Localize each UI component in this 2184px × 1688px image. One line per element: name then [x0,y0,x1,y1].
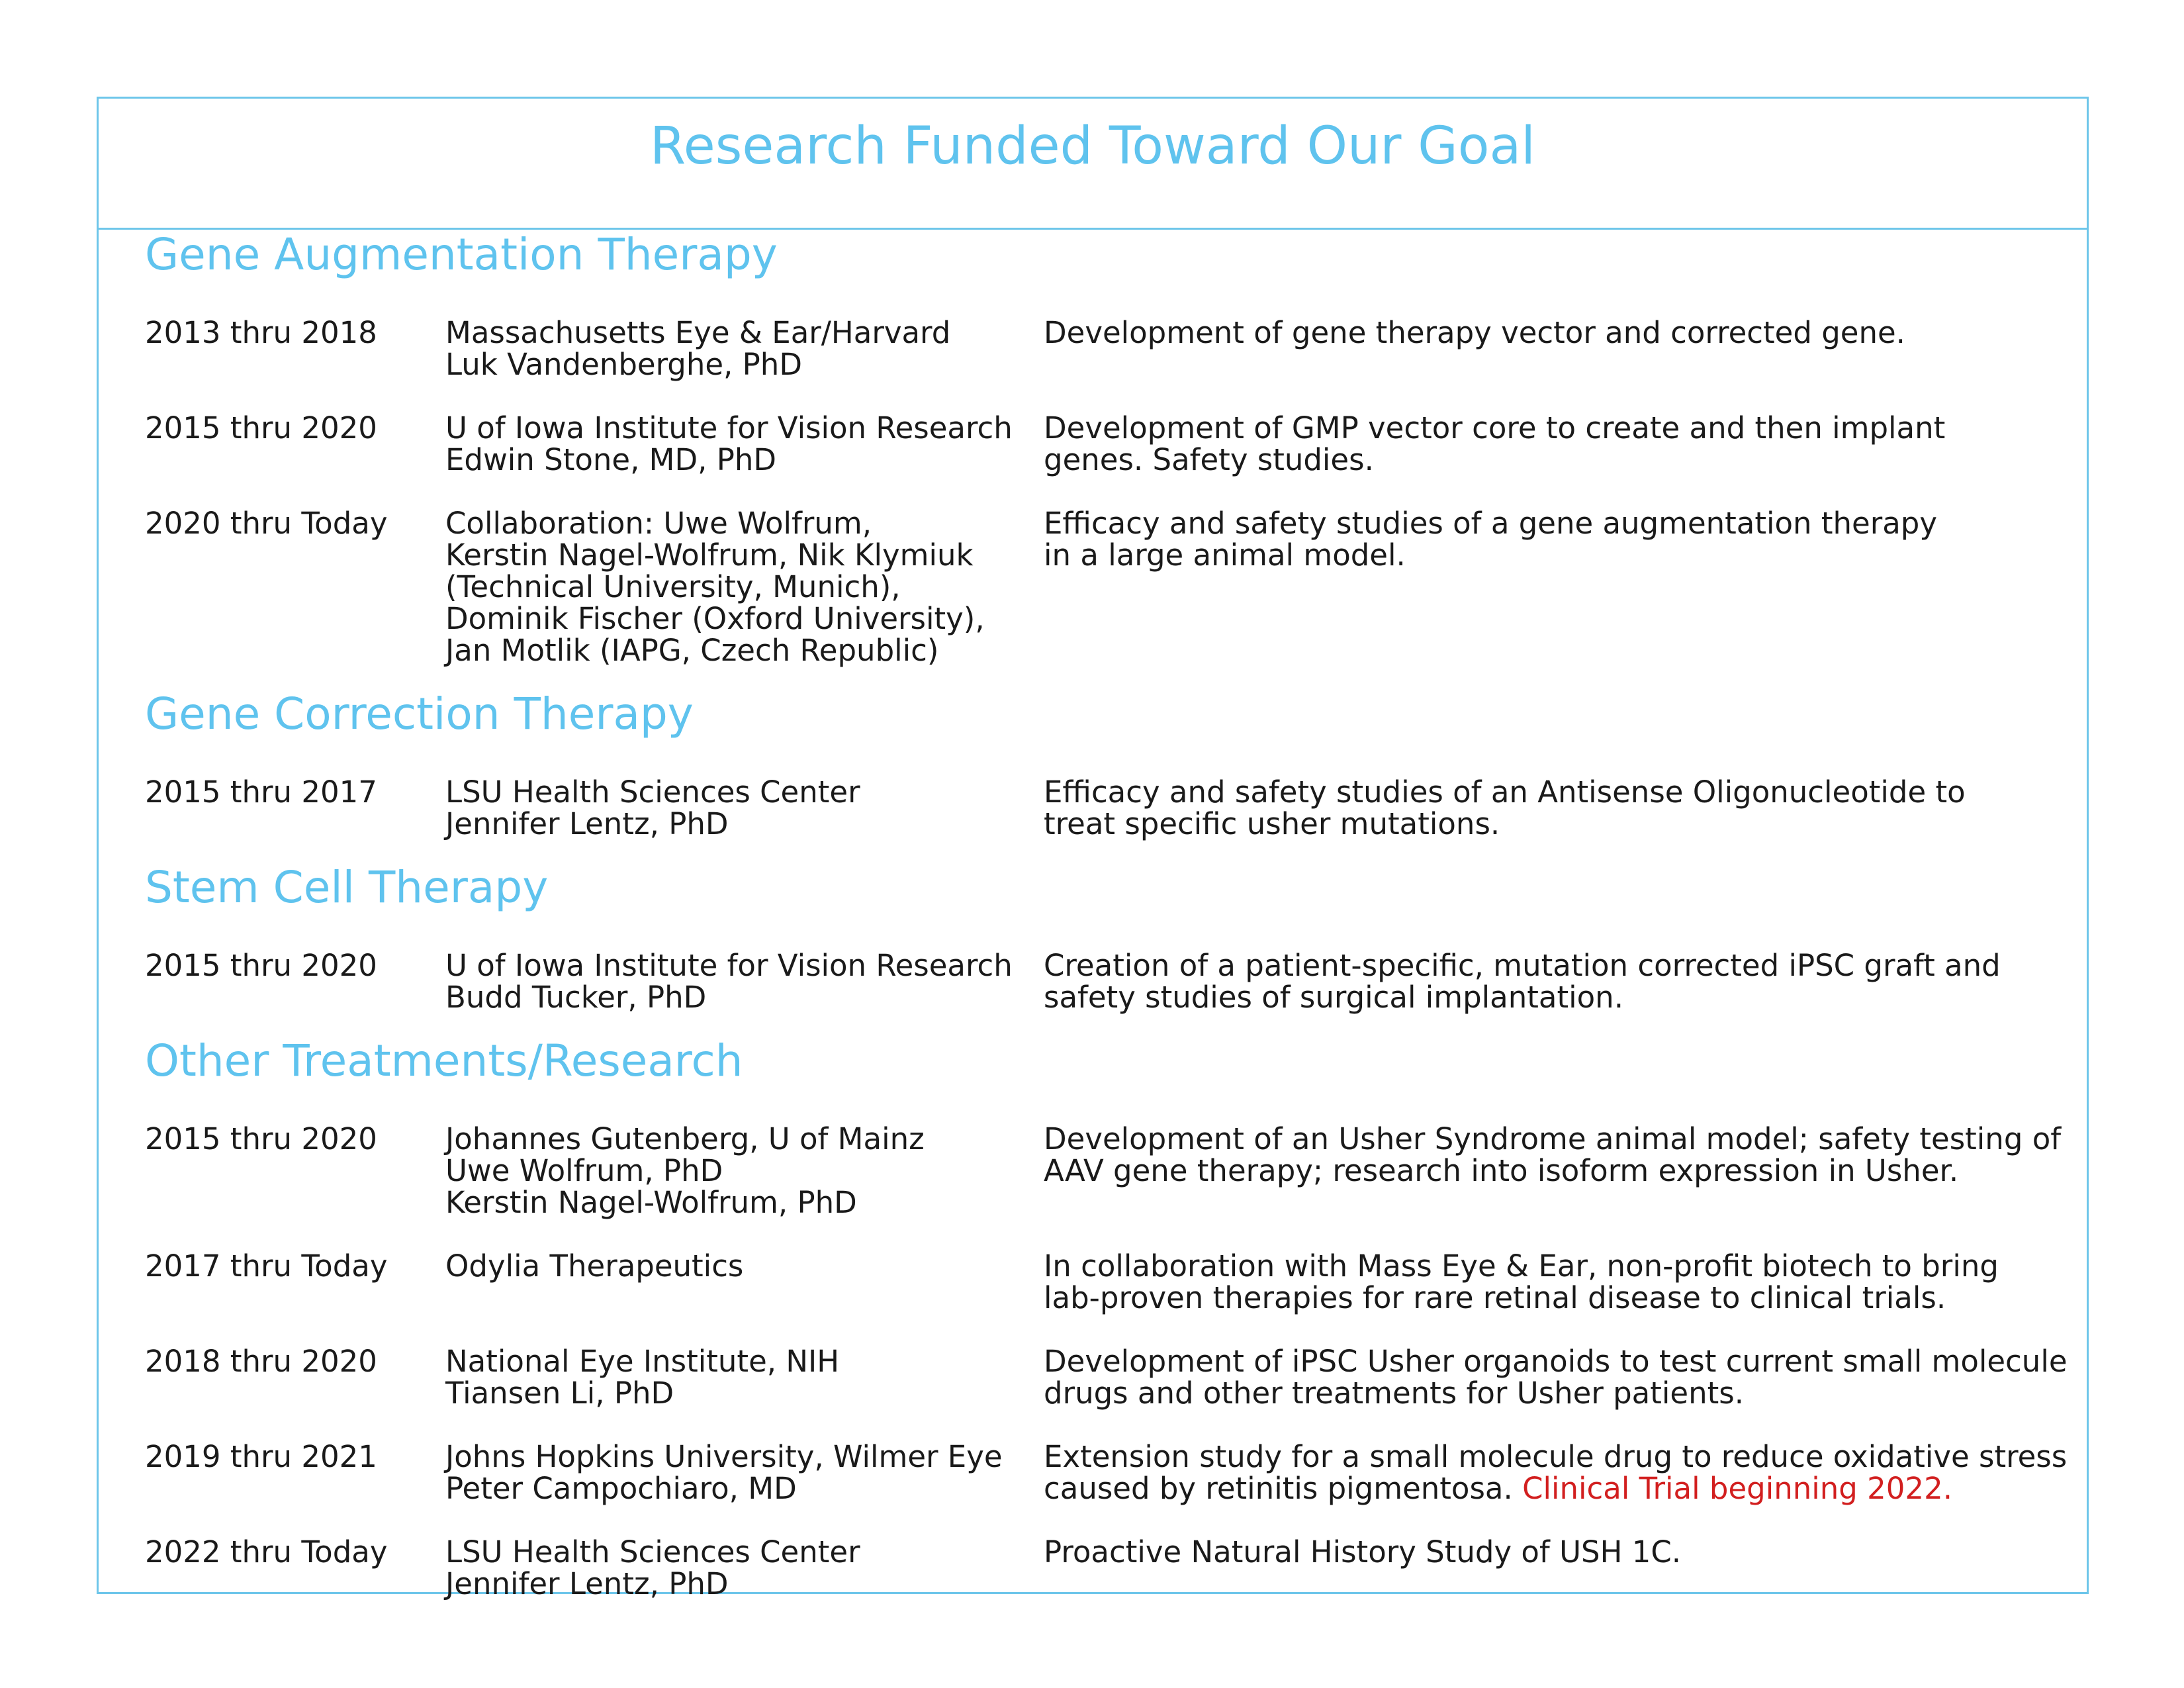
desc-line: genes. Safety studies. [1044,442,1374,477]
desc-line: lab-proven therapies for rare retinal disease to clinical trials. [1044,1280,1946,1315]
org-line: Kerstin Nagel-Wolfrum, PhD [445,1185,857,1220]
section-heading-other-treatments: Other Treatments/Research [145,1035,743,1086]
row-organization [445,1123,925,1219]
row-description [1044,1250,1999,1314]
desc-line-text: caused by retinitis pigmentosa. [1044,1471,1513,1506]
row-organization [445,776,860,840]
row-dates: 2018 thru 2020 [145,1344,377,1379]
org-line: Peter Campochiaro, MD [445,1471,797,1506]
desc-line: Development of gene therapy vector and corrected gene. [1044,315,1905,350]
org-line: Luk Vandenberghe, PhD [445,347,802,382]
org-line: Jennifer Lentz, PhD [445,1566,729,1601]
desc-line: AAV gene therapy; research into isoform expression in Usher. [1044,1153,1959,1188]
row-description [1044,776,1966,840]
org-line: Budd Tucker, PhD [445,980,707,1015]
content-frame [97,97,2089,1601]
section-heading-gene-correction: Gene Correction Therapy [145,688,694,739]
row-description [1044,1123,2061,1187]
org-line: Uwe Wolfrum, PhD [445,1153,723,1188]
desc-line: In collaboration with Mass Eye & Ear, non-profit biotech to bring [1044,1248,1999,1284]
org-line: National Eye Institute, NIH [445,1344,840,1379]
row-organization [445,1250,743,1282]
row-dates: 2015 thru 2020 [145,948,377,983]
row-dates: 2015 thru 2020 [145,1121,377,1156]
row-organization [445,1441,1003,1505]
org-line: Collaboration: Uwe Wolfrum, [445,506,872,541]
row-description [1044,317,1905,349]
org-line: LSU Health Sciences Center [445,774,860,810]
title-bar [99,99,2087,230]
row-description [1044,1441,2067,1505]
row-dates: 2020 thru Today [145,506,388,541]
org-line: Jan Motlik (IAPG, Czech Republic) [445,633,939,668]
row-organization [445,317,950,381]
section-heading-stem-cell: Stem Cell Therapy [145,862,549,913]
row-description [1044,950,2001,1013]
page-title: Research Funded Toward Our Goal [650,117,1535,176]
org-line: LSU Health Sciences Center [445,1534,860,1570]
row-dates: 2015 thru 2020 [145,410,377,445]
desc-line: safety studies of surgical implantation. [1044,980,1624,1015]
desc-line: treat specific usher mutations. [1044,806,1500,841]
row-dates: 2017 thru Today [145,1248,388,1284]
row-organization [445,950,1013,1013]
row-description [1044,1536,1681,1568]
section-heading-gene-augmentation: Gene Augmentation Therapy [145,229,778,280]
org-line: Johannes Gutenberg, U of Mainz [445,1121,925,1156]
row-description [1044,1346,2068,1409]
desc-line: Extension study for a small molecule drug to reduce oxidative stress [1044,1439,2068,1474]
org-line: (Technical University, Munich), [445,569,901,604]
row-organization [445,1346,839,1409]
org-line: Kerstin Nagel-Wolfrum, Nik Klymiuk [445,538,974,573]
desc-line: Efficacy and safety studies of a gene augmentation therapy [1044,506,1937,541]
org-line: Odylia Therapeutics [445,1248,744,1284]
org-line: Dominik Fischer (Oxford University), [445,601,985,636]
desc-line: in a large animal model. [1044,538,1406,573]
org-line: Johns Hopkins University, Wilmer Eye [445,1439,1003,1474]
org-line: U of Iowa Institute for Vision Research [445,410,1013,445]
desc-line: Proactive Natural History Study of USH 1C. [1044,1534,1682,1570]
desc-line: Development of iPSC Usher organoids to test current small molecule [1044,1344,2068,1379]
org-line: Edwin Stone, MD, PhD [445,442,777,477]
clinical-trial-note: Clinical Trial beginning 2022. [1522,1471,1953,1506]
row-organization [445,1536,860,1600]
desc-line [1044,1473,2067,1505]
org-line: Massachusetts Eye & Ear/Harvard [445,315,951,350]
row-description [1044,508,1937,571]
desc-line: drugs and other treatments for Usher patients. [1044,1376,1745,1411]
desc-line: Development of an Usher Syndrome animal model; safety testing of [1044,1121,2062,1156]
row-organization [445,412,1013,476]
row-dates: 2022 thru Today [145,1534,388,1570]
row-dates: 2013 thru 2018 [145,315,377,350]
org-line: U of Iowa Institute for Vision Research [445,948,1013,983]
desc-line: Efficacy and safety studies of an Antisense Oligonucleotide to [1044,774,1966,810]
row-organization [445,508,985,667]
row-dates: 2015 thru 2017 [145,774,377,810]
row-dates: 2019 thru 2021 [145,1439,377,1474]
org-line: Jennifer Lentz, PhD [445,806,729,841]
org-line: Tiansen Li, PhD [445,1376,674,1411]
row-description [1044,412,1945,476]
desc-line: Development of GMP vector core to create and then implant [1044,410,1946,445]
desc-line: Creation of a patient-specific, mutation corrected iPSC graft and [1044,948,2001,983]
